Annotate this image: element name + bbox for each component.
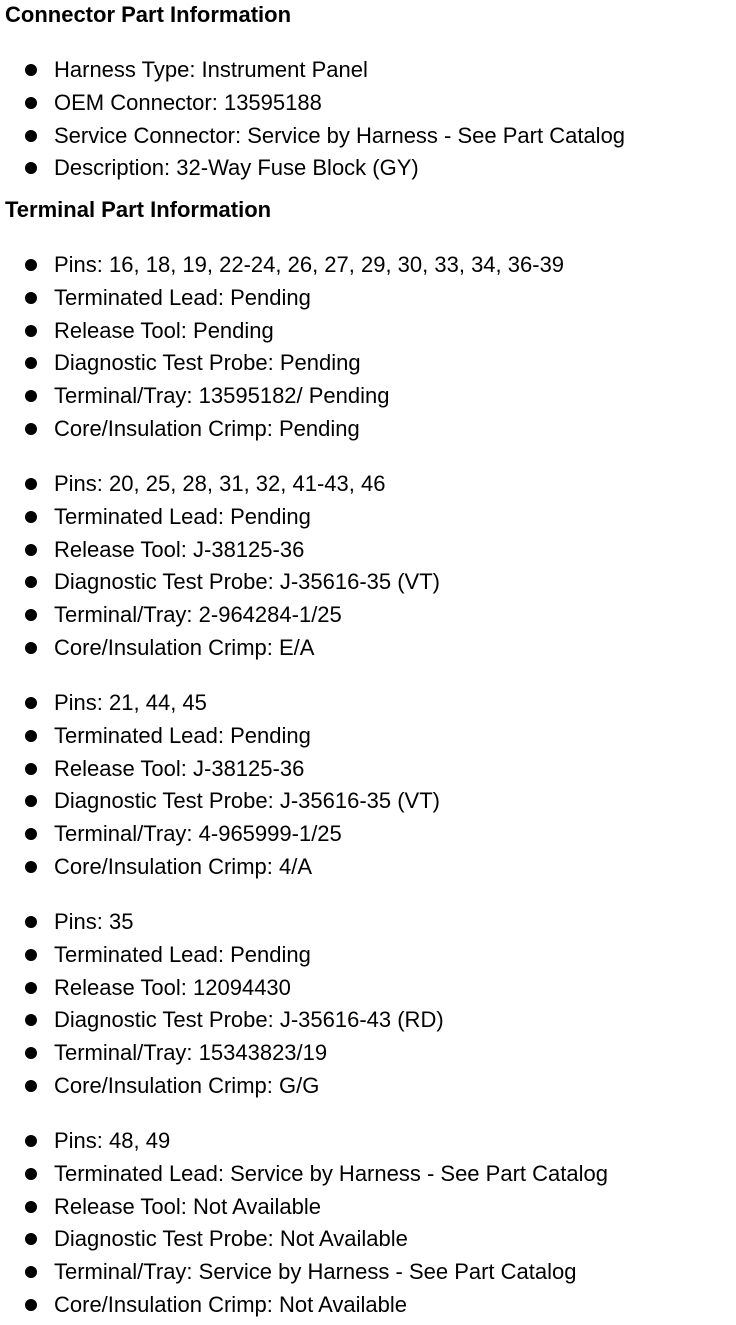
bullet-icon	[25, 544, 37, 556]
bullet-icon	[25, 64, 37, 76]
bullet-icon	[25, 763, 37, 775]
bullet-icon	[25, 1201, 37, 1213]
bullet-icon	[25, 795, 37, 807]
bullet-icon	[25, 1266, 37, 1278]
bullet-icon	[25, 423, 37, 435]
bullet-icon	[25, 697, 37, 709]
bullet-icon	[25, 511, 37, 523]
bullet-icon	[25, 357, 37, 369]
bullet-icon	[25, 861, 37, 873]
bullet-icon	[25, 390, 37, 402]
bullet-icon	[25, 828, 37, 840]
bullet-icon	[25, 478, 37, 490]
bullet-icon	[25, 949, 37, 961]
connector-heading: Connector Part Information	[5, 2, 292, 27]
bullet-icon	[25, 1233, 37, 1245]
bullet-icon	[25, 730, 37, 742]
terminal-heading: Terminal Part Information	[5, 197, 272, 222]
bullet-icon	[25, 325, 37, 337]
bullet-icon	[25, 162, 37, 174]
bullet-icon	[25, 1299, 37, 1311]
bullet-icon	[25, 259, 37, 271]
bullet-icon	[25, 916, 37, 928]
bullet-icon	[25, 292, 37, 304]
bullet-icon	[25, 1080, 37, 1092]
bullet-icon	[25, 130, 37, 142]
bullet-icon	[25, 1168, 37, 1180]
bullet-icon	[25, 1047, 37, 1059]
bullet-icon	[25, 642, 37, 654]
bullet-icon	[25, 576, 37, 588]
bullet-icon	[25, 609, 37, 621]
bullet-icon	[25, 1135, 37, 1147]
bullet-icon	[25, 982, 37, 994]
document-page: Connector Part Information Harness Type: Instrument Panel OEM Connector: 13595188 Service Connector: Service by Harness - See Part Catalog Description: 32-Way Fuse Block (GY) Terminal Part Information Pins: 16, 18, 19, 22-24, 26, 27, 29, 30, 33, 34, 36-39 Terminated Lead: Pending Release Tool: Pending Diagnostic Test Probe: Pending Terminal/Tray: 13595182/ Pending Core/Insulation Crimp: Pending Pins: 20, 25, 28, 31, 32, 41-43, 46 Terminated Lead: Pending Release Tool: J-38125-36 Diagnostic Test Probe: J-35616-35 (VT) Terminal/Tray: 2-964284-1/25 Core/Insulation Crimp: E/A Pins: 21, 44, 45 Terminated Lead: Pending Release Tool: J-38125-36 Diagnostic Test Probe: J-35616-35 (VT) Terminal/Tray: 4-965999-1/25 Core/Insulation Crimp: 4/A Pins: 35 Terminated Lead: Pending Release Tool: 12094430 Diagnostic Test Probe: J-35616-43 (RD) Terminal/Tray: 15343823/19 Core/Insulation Crimp: G/G Pins: 48, 49 Terminated Lead: Service by Harness - See Part Catalog Release Tool: Not Available Diagnostic Test Probe: Not Available Terminal/Tray: Service by Harness - See Part Catalog Core/Insulation Crimp: Not Available	[5, 2, 626, 1317]
bullet-icon	[25, 1014, 37, 1026]
bullet-icon	[25, 97, 37, 109]
